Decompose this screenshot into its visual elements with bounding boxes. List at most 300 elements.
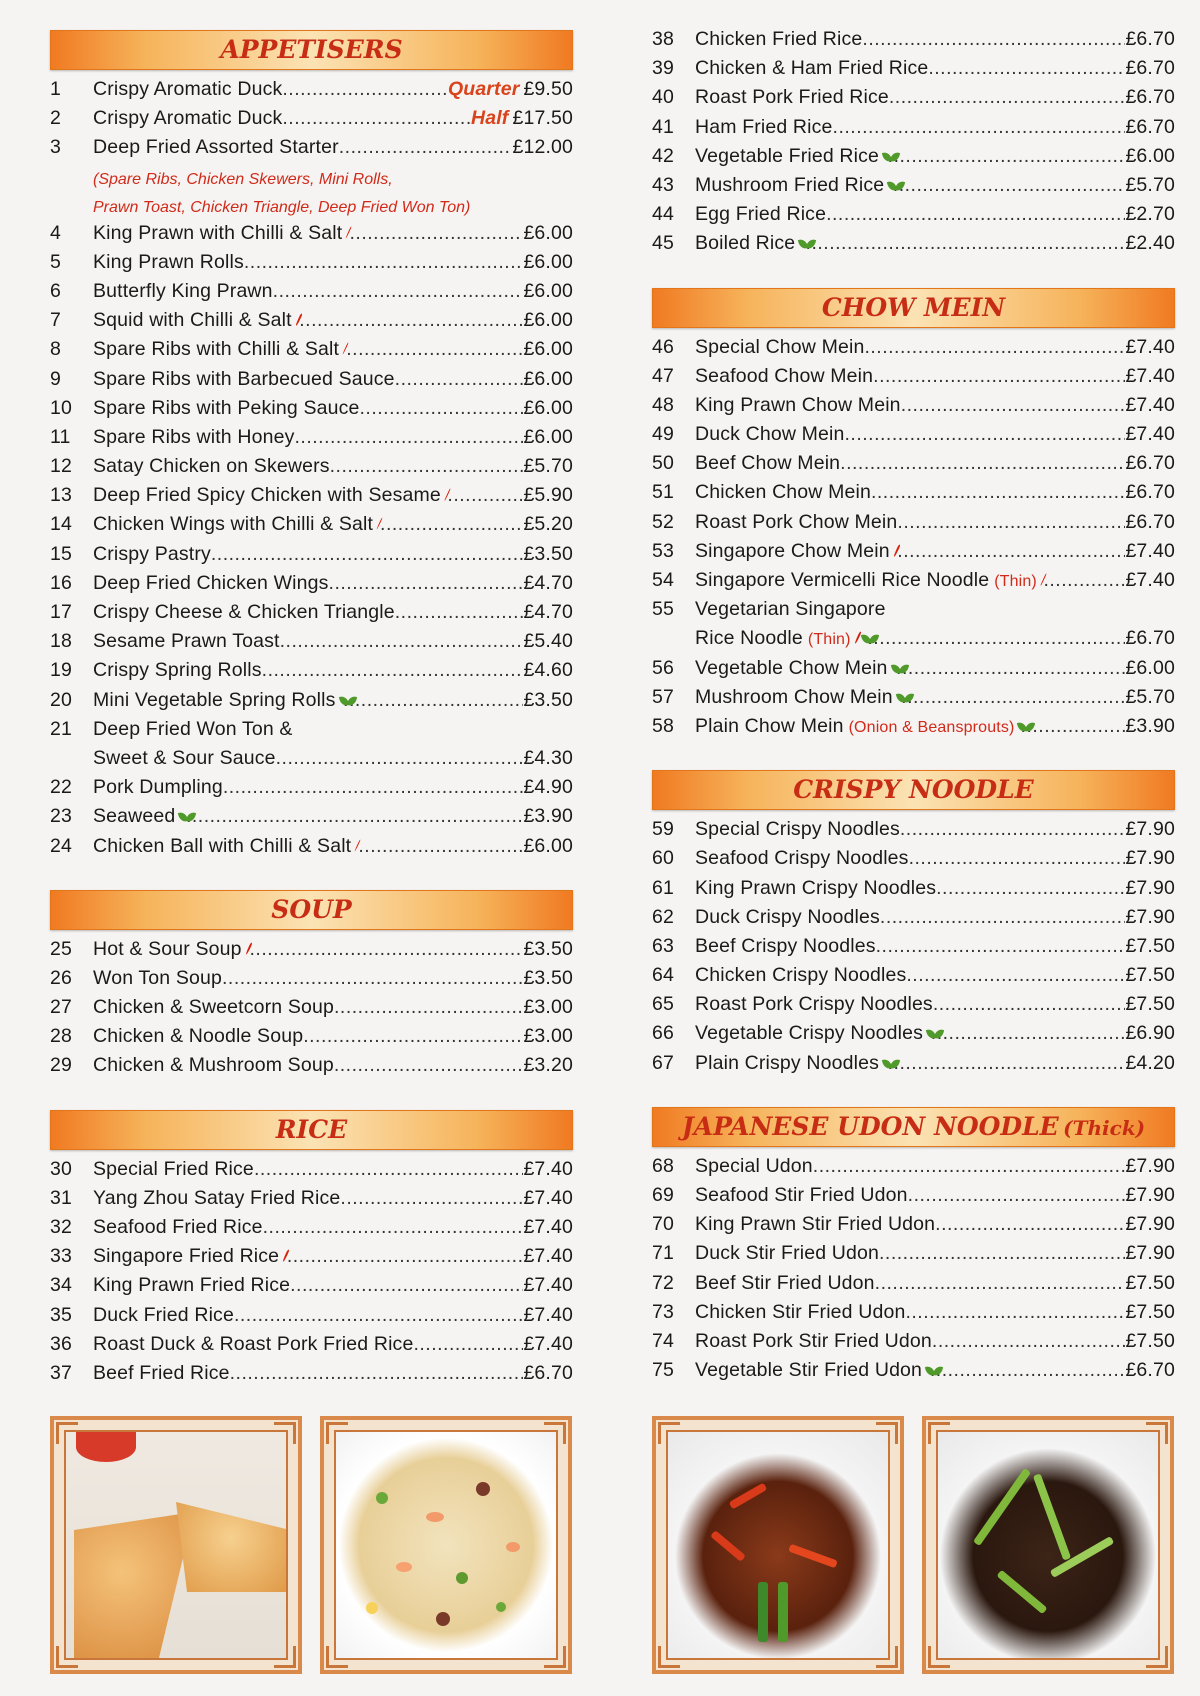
item-name: Duck Stir Fried Udon (695, 1242, 879, 1265)
menu-item (652, 1301, 1175, 1330)
item-name: Crispy Spring Rolls (93, 659, 262, 682)
menu-item (50, 572, 573, 601)
item-name: King Prawn Stir Fried Udon (695, 1213, 936, 1236)
item-price: £12.00 (512, 136, 573, 159)
menu-item (50, 659, 573, 688)
item-price: £4.70 (523, 571, 573, 594)
menu-item (50, 1362, 573, 1391)
item-number: 48 (652, 393, 674, 416)
leaf-icon (888, 181, 893, 191)
item-number: 19 (50, 659, 72, 682)
item-note: (Onion & Beansprouts) (848, 718, 1015, 736)
item-price: £6.70 (1125, 452, 1175, 475)
item-name: Chicken Chow Mein (695, 481, 871, 504)
menu-item (652, 657, 1175, 686)
item-number: 23 (50, 805, 72, 828)
item-price: £7.40 (1125, 364, 1175, 387)
item-number: 38 (652, 28, 674, 50)
item-price: £7.40 (1125, 569, 1175, 591)
menu-item (652, 1184, 1175, 1213)
item-number: 20 (50, 688, 72, 711)
menu-right-column (652, 28, 1175, 1388)
item-number: 44 (652, 203, 674, 226)
item-number: 68 (652, 1154, 674, 1177)
item-name: Vegetable Crispy Noodles (695, 1022, 923, 1045)
item-price: £7.90 (1125, 1184, 1175, 1206)
menu-item (652, 452, 1175, 481)
item-price: £7.90 (1125, 847, 1175, 870)
item-number: 55 (652, 598, 674, 621)
menu-item (652, 174, 1175, 203)
item-name: Plain Crispy Noodles (695, 1051, 879, 1074)
item-name: Singapore Chow Mein (695, 539, 890, 562)
item-price: £7.40 (1125, 423, 1175, 446)
item-price: £7.40 (523, 1157, 573, 1180)
item-price: £7.50 (1125, 964, 1175, 987)
leaf-icon (862, 634, 867, 644)
item-number: 32 (50, 1216, 72, 1238)
leaf-icon (1018, 722, 1020, 732)
item-name: Special Crispy Noodles (695, 818, 900, 841)
section-title: JAPANESE UDON NOODLE (681, 1111, 1059, 1141)
menu-item (50, 601, 573, 630)
item-number: 18 (50, 630, 72, 653)
menu-item (50, 107, 573, 136)
item-name: Seaweed (93, 805, 176, 828)
item-number: 14 (50, 513, 72, 536)
item-number: 60 (652, 847, 674, 870)
item-price: £7.50 (1125, 1300, 1175, 1323)
item-number: 69 (652, 1184, 674, 1206)
item-name: Duck Crispy Noodles (695, 905, 880, 928)
item-number: 67 (652, 1051, 674, 1074)
item-price: £7.40 (523, 1332, 573, 1355)
item-name: Yang Zhou Satay Fried Rice (93, 1186, 341, 1209)
menu-item (652, 1242, 1175, 1271)
item-name: Crispy Cheese & Chicken Triangle (93, 601, 395, 623)
menu-item (50, 1274, 573, 1303)
item-number: 5 (50, 250, 61, 273)
item-number: 43 (652, 173, 674, 196)
item-number: 40 (652, 86, 674, 109)
item-number: 4 (50, 221, 61, 244)
item-number: 63 (652, 934, 674, 957)
menu-item (50, 1333, 573, 1362)
menu-item (652, 511, 1175, 540)
menu-item (50, 805, 573, 834)
item-price: £6.00 (523, 250, 573, 273)
item-number: 61 (652, 876, 674, 899)
leaf-icon (892, 664, 896, 674)
menu-item (652, 57, 1175, 86)
item-number: 46 (652, 335, 674, 358)
section-title: SOUP (271, 894, 352, 924)
menu-item (652, 964, 1175, 993)
section-header-udon (652, 1107, 1175, 1147)
item-name: Hot & Sour Soup (93, 937, 242, 960)
item-number: 50 (652, 452, 674, 475)
menu-item (50, 78, 573, 107)
menu-item (652, 203, 1175, 232)
menu-item (50, 222, 573, 251)
item-number: 64 (652, 964, 674, 987)
item-number: 29 (50, 1054, 72, 1077)
menu-list-chow-mein (652, 336, 1175, 745)
item-portion: Quarter (447, 78, 520, 100)
menu-item (652, 569, 1175, 598)
item-price: £7.50 (1125, 1271, 1175, 1294)
section-header-rice (50, 1110, 573, 1150)
item-price: £7.40 (523, 1245, 573, 1268)
menu-item (50, 251, 573, 280)
section-header-appetisers (50, 30, 573, 70)
menu-item (652, 1022, 1175, 1051)
menu-item (652, 1359, 1175, 1388)
item-number: 28 (50, 1025, 72, 1048)
item-price: £7.90 (1125, 905, 1175, 928)
leaf-icon (799, 239, 805, 249)
menu-item (50, 455, 573, 484)
item-price: £3.50 (523, 688, 573, 711)
leaf-icon (897, 693, 901, 703)
item-name: Spare Ribs with Honey (93, 425, 295, 448)
item-number: 56 (652, 656, 674, 679)
item-name: Singapore Fried Rice (93, 1245, 280, 1268)
item-price: £17.50 (512, 107, 573, 130)
menu-list-rice (50, 1158, 573, 1392)
menu-item (50, 689, 573, 718)
chilli-icon (854, 632, 861, 645)
item-name: King Prawn Fried Rice (93, 1274, 291, 1297)
menu-item (652, 847, 1175, 876)
menu-item (652, 1155, 1175, 1184)
item-price: £7.40 (1125, 393, 1175, 416)
menu-item (652, 86, 1175, 115)
menu-item (50, 543, 573, 572)
menu-list-udon (652, 1155, 1175, 1389)
menu-item (50, 368, 573, 397)
item-price: £6.70 (523, 1361, 573, 1384)
beef-spring-onion-photo (922, 1416, 1174, 1674)
item-number: 9 (50, 367, 61, 390)
item-name: King Prawn Crispy Noodles (695, 876, 937, 899)
item-price: £6.00 (523, 338, 573, 361)
menu-item (652, 715, 1175, 744)
item-number: 57 (652, 685, 674, 708)
menu-list-appetisers (50, 78, 573, 864)
item-price: £5.70 (1125, 173, 1175, 196)
menu-item (50, 1216, 573, 1245)
menu-item (652, 598, 1175, 627)
item-number: 25 (50, 937, 72, 960)
menu-item (652, 481, 1175, 510)
menu-item (50, 718, 573, 747)
item-name: Beef Crispy Noodles (695, 934, 876, 957)
menu-item (50, 426, 573, 455)
item-name: Chicken Wings with Chilli & Salt (93, 513, 374, 536)
leaf-icon (340, 696, 344, 706)
item-name: Vegetarian Singapore (695, 598, 886, 621)
item-name: Plain Chow Mein (695, 714, 844, 737)
item-number: 74 (652, 1329, 674, 1352)
item-price: £7.40 (1125, 335, 1175, 358)
item-name: Roast Pork Crispy Noodles (695, 993, 933, 1016)
item-price: £6.00 (523, 834, 573, 857)
item-number: 26 (50, 966, 72, 989)
item-number: 73 (652, 1300, 674, 1323)
item-name: King Prawn Rolls (93, 250, 244, 273)
menu-item (50, 967, 573, 996)
item-name: Seafood Stir Fried Udon (695, 1184, 908, 1206)
item-price: £7.50 (1125, 993, 1175, 1016)
menu-item (50, 996, 573, 1025)
leaf-icon (926, 1366, 930, 1376)
menu-item (652, 906, 1175, 935)
item-number: 52 (652, 510, 674, 533)
item-number: 53 (652, 539, 674, 562)
item-name: Special Chow Mein (695, 335, 865, 358)
item-name: Chicken Fried Rice (695, 28, 863, 50)
item-price: £7.50 (1125, 934, 1175, 957)
item-number: 66 (652, 1022, 674, 1045)
item-name: Deep Fried Won Ton & (93, 717, 293, 740)
menu-item (652, 686, 1175, 715)
menu-item (652, 232, 1175, 261)
item-price: £6.00 (1125, 656, 1175, 679)
leaf-icon (179, 812, 186, 822)
item-number: 59 (652, 818, 674, 841)
menu-item (50, 136, 573, 165)
leaf-icon (883, 152, 888, 162)
item-price: £6.70 (1125, 1359, 1175, 1382)
item-number: 70 (652, 1213, 674, 1236)
item-name: Satay Chicken on Skewers (93, 455, 330, 478)
section-header-crispy-noodle (652, 770, 1175, 810)
item-name: Crispy Aromatic Duck (93, 78, 283, 100)
menu-item-continued (50, 747, 573, 776)
menu-item (50, 397, 573, 426)
item-number: 36 (50, 1332, 72, 1355)
menu-item (50, 835, 573, 864)
item-price: £5.20 (523, 513, 573, 536)
item-name: Rice Noodle (695, 627, 803, 650)
item-name: Deep Fried Chicken Wings (93, 571, 329, 594)
crispy-beef-photo (652, 1416, 904, 1674)
item-price: £9.50 (523, 78, 573, 100)
item-name: Sesame Prawn Toast (93, 630, 280, 653)
item-name: Seafood Chow Mein (695, 364, 874, 387)
item-portion: Half (471, 107, 509, 130)
leaf-icon (927, 1029, 931, 1039)
item-price: £5.90 (523, 484, 573, 507)
item-number: 33 (50, 1245, 72, 1268)
item-price: £2.70 (1125, 203, 1175, 226)
menu-item (652, 877, 1175, 906)
item-number: 39 (652, 57, 674, 80)
item-number: 30 (50, 1157, 72, 1180)
item-number: 41 (652, 115, 674, 138)
item-price: £7.40 (523, 1303, 573, 1326)
item-price: £4.20 (1125, 1051, 1175, 1074)
leaf-icon (883, 1059, 888, 1069)
menu-item (50, 1025, 573, 1054)
section-header-chow-mein (652, 288, 1175, 328)
item-name: Duck Fried Rice (93, 1303, 234, 1326)
item-price: £7.40 (523, 1186, 573, 1209)
section-subtitle: (Thick) (1063, 1115, 1146, 1140)
item-description: Prawn Toast, Chicken Triangle, Deep Fried Won Ton) (93, 198, 471, 216)
item-price: £7.90 (1125, 1242, 1175, 1265)
item-name: Beef Fried Rice (93, 1361, 230, 1384)
item-price: £7.40 (523, 1274, 573, 1297)
menu-item (652, 1272, 1175, 1301)
menu-item (50, 484, 573, 513)
item-name: King Prawn Chow Mein (695, 393, 901, 416)
item-name: Squid with Chilli & Salt (93, 309, 292, 332)
item-price: £6.70 (1125, 481, 1175, 504)
menu-item (50, 1245, 573, 1274)
menu-list-crispy-noodle (652, 818, 1175, 1081)
item-note: (Thin) (807, 631, 851, 649)
menu-item (652, 1052, 1175, 1081)
item-name: Vegetable Stir Fried Udon (695, 1359, 923, 1382)
photo-row-left (50, 1416, 572, 1674)
item-note: (Thin) (994, 573, 1037, 590)
item-price: £4.90 (523, 776, 573, 799)
item-name: King Prawn with Chilli & Salt (93, 221, 343, 244)
item-name: Roast Duck & Roast Pork Fried Rice (93, 1332, 414, 1355)
menu-item (50, 938, 573, 967)
item-price: £3.90 (1125, 714, 1175, 737)
item-price: £7.90 (1125, 876, 1175, 899)
item-price: £7.40 (1125, 539, 1175, 562)
item-price: £6.90 (1125, 1022, 1175, 1045)
item-number: 37 (50, 1361, 72, 1384)
item-name: Chicken Stir Fried Udon (695, 1300, 906, 1323)
item-price: £4.30 (523, 746, 573, 769)
photo-row-right (652, 1416, 1174, 1674)
item-price: £4.70 (523, 601, 573, 623)
item-number: 10 (50, 396, 72, 419)
item-price: £6.00 (1125, 144, 1175, 167)
item-number: 11 (50, 425, 71, 448)
menu-item (50, 1158, 573, 1187)
item-price: £3.90 (523, 805, 573, 828)
item-number: 17 (50, 601, 72, 623)
item-number: 47 (652, 364, 674, 387)
item-price: £7.50 (1125, 1329, 1175, 1352)
item-price: £5.40 (523, 630, 573, 653)
item-name: Mini Vegetable Spring Rolls (93, 688, 336, 711)
item-number: 3 (50, 136, 61, 159)
menu-item-continued (652, 627, 1175, 656)
item-number: 34 (50, 1274, 72, 1297)
item-name: Boiled Rice (695, 232, 796, 255)
menu-item (652, 540, 1175, 569)
menu-item (50, 309, 573, 338)
menu-item (50, 513, 573, 542)
item-number: 15 (50, 542, 72, 565)
item-price: £6.70 (1125, 57, 1175, 80)
item-price: £6.70 (1125, 627, 1175, 650)
item-name: Roast Pork Chow Mein (695, 510, 898, 533)
menu-item (652, 116, 1175, 145)
menu-item (652, 1330, 1175, 1359)
item-number: 16 (50, 571, 72, 594)
section-header-soup (50, 890, 573, 930)
item-number: 65 (652, 993, 674, 1016)
item-name: Butterfly King Prawn (93, 279, 273, 302)
item-name: Deep Fried Assorted Starter (93, 136, 339, 159)
menu-list-rice-continued (652, 28, 1175, 262)
item-name: Chicken Crispy Noodles (695, 964, 907, 987)
item-number: 6 (50, 279, 61, 302)
item-price: £3.20 (523, 1054, 573, 1077)
item-price: £6.00 (523, 425, 573, 448)
item-name: Mushroom Fried Rice (695, 173, 885, 196)
item-price: £7.90 (1125, 818, 1175, 841)
menu-item (50, 1304, 573, 1333)
menu-left-column (50, 30, 573, 1391)
item-number: 1 (50, 78, 61, 100)
item-name: Sweet & Sour Sauce (93, 746, 276, 769)
item-number: 72 (652, 1271, 674, 1294)
item-name: Special Udon (695, 1154, 813, 1177)
item-number: 45 (652, 232, 674, 255)
item-price: £7.90 (1125, 1154, 1175, 1177)
section-title: CHOW MEIN (821, 292, 1006, 322)
menu-item (652, 336, 1175, 365)
menu-item (652, 818, 1175, 847)
item-number: 8 (50, 338, 61, 361)
item-name: Singapore Vermicelli Rice Noodle (695, 569, 990, 591)
item-name: Roast Pork Stir Fried Udon (695, 1329, 932, 1352)
menu-item (50, 280, 573, 309)
item-name: Chicken Ball with Chilli & Salt (93, 834, 352, 857)
item-number: 49 (652, 423, 674, 446)
item-name: Chicken & Sweetcorn Soup (93, 996, 334, 1019)
menu-item (652, 365, 1175, 394)
menu-item (652, 28, 1175, 57)
fried-rice-photo (320, 1416, 572, 1674)
item-description: (Spare Ribs, Chicken Skewers, Mini Rolls, (93, 170, 393, 188)
item-price: £3.50 (523, 937, 573, 960)
item-number: 51 (652, 481, 674, 504)
item-name: Spare Ribs with Barbecued Sauce (93, 367, 395, 390)
menu-item (652, 935, 1175, 964)
menu-item (652, 993, 1175, 1022)
item-price: £6.70 (1125, 28, 1175, 50)
item-number: 71 (652, 1242, 674, 1265)
item-price: £3.00 (523, 996, 573, 1019)
item-number: 24 (50, 834, 72, 857)
item-name: Chicken & Ham Fried Rice (695, 57, 929, 80)
menu-item (652, 145, 1175, 174)
item-number: 58 (652, 714, 674, 737)
item-price: £3.00 (523, 1025, 573, 1048)
menu-item (50, 630, 573, 659)
item-name: Egg Fried Rice (695, 203, 827, 226)
section-title: CRISPY NOODLE (793, 775, 1034, 805)
item-name: Mushroom Chow Mein (695, 685, 893, 708)
item-price: £4.60 (523, 659, 573, 682)
menu-item (50, 338, 573, 367)
item-price: £6.00 (523, 367, 573, 390)
menu-item (652, 394, 1175, 423)
item-name: Ham Fried Rice (695, 115, 833, 138)
item-name: Chicken & Mushroom Soup (93, 1054, 334, 1077)
item-price: £5.70 (1125, 685, 1175, 708)
